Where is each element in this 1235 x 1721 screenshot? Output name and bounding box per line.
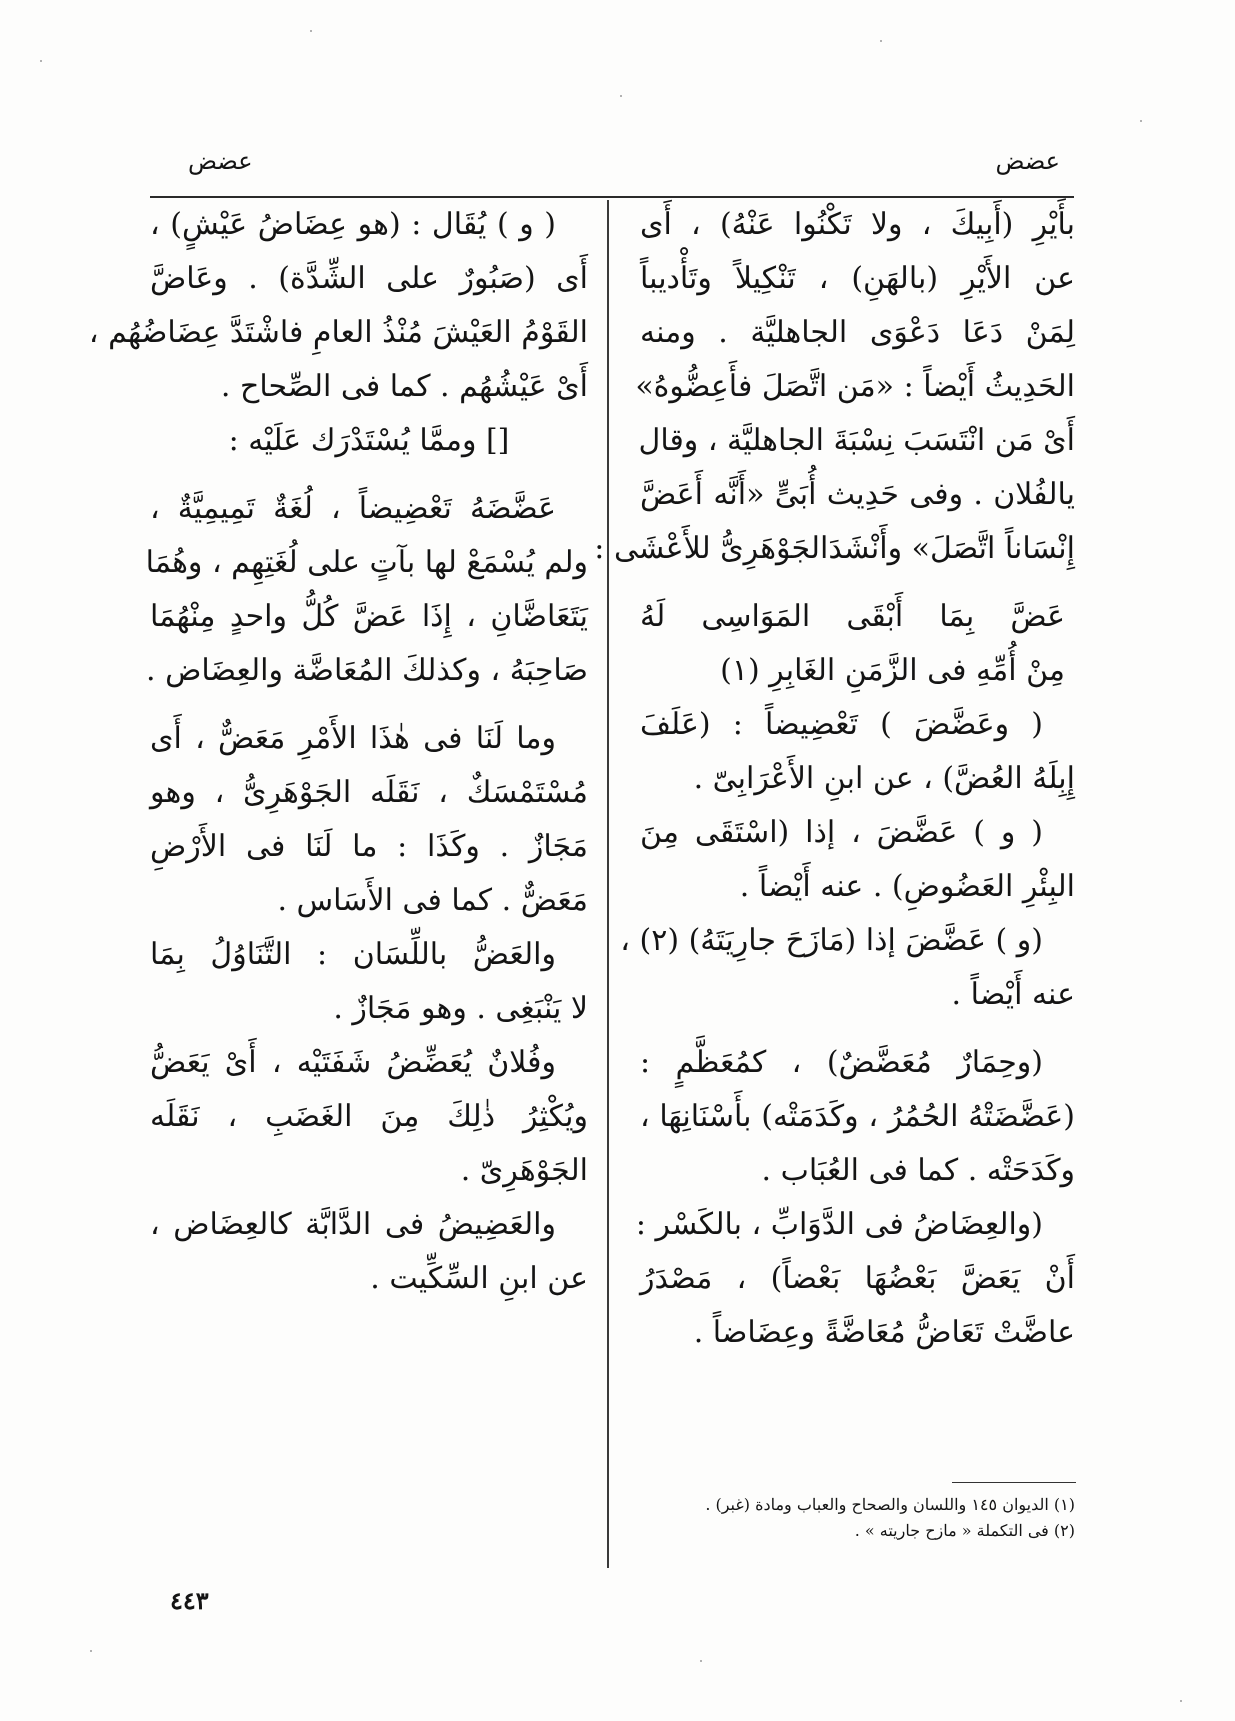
scan-speck xyxy=(40,60,42,62)
text-line: لِمَنْ دَعَا دَعْوَى الجاهليَّة . ومنه xyxy=(640,315,1075,350)
text-line: لا يَنْبَغِى . وهو مَجَازٌ . xyxy=(333,991,588,1026)
text-line: (وحِمَارٌ مُعَضَّضٌ) ، كمُعَظَّمٍ : xyxy=(640,1045,1043,1080)
scan-speck xyxy=(90,1650,92,1652)
text-line: (والعِضَاضُ فى الدَّوَابِّ ، بالكَسْر : xyxy=(635,1207,1043,1242)
poem-verse-line: مِنْ أُمِّهِ فى الزَّمَنِ الغَابِرِ (١) xyxy=(720,653,1065,688)
text-line: (و ) عَضَّضَ إذا (مَازَحَ جارِيَتَهُ) (٢) ، xyxy=(620,923,1043,958)
text-line: الحَدِيثُ أَيْضاً : «مَن اتَّصَلَ فأَعِضُّوهُ» xyxy=(635,369,1075,404)
text-line: ( وعَضَّضَ ) تَعْضِيضاً : (عَلَفَ xyxy=(640,707,1043,742)
column-divider xyxy=(607,200,609,1568)
text-line: ( و ) يُقَال : (هو عِضَاضُ عَيْشٍ) ، xyxy=(150,207,556,242)
scan-speck xyxy=(1140,120,1142,122)
footnote: (٢) فى التكملة « مازح جاريته » . xyxy=(854,1521,1075,1540)
left-column xyxy=(88,198,588,1306)
text-line: أَنْ يَعَضَّ بَعْضُهَا بَعْضاً) ، مَصْدَرُ xyxy=(640,1261,1075,1296)
text-line: البِئْرِ العَضُوضِ) . عنه أَيْضاً . xyxy=(739,869,1075,904)
text-line: أَى (صَبُورٌ على الشِّدَّة) . وعَاضَّ xyxy=(150,261,588,296)
text-line: عنه أَيْضاً . xyxy=(951,977,1075,1012)
text-line: والعَضِيضُ فى الدَّابَّة كالعِضَاض ، xyxy=(150,1207,556,1242)
text-line: يَتَعَاضَّانِ ، إِذَا عَضَّ كُلُّ واحدٍ مِنْهُمَا xyxy=(150,599,588,634)
header-entry-word-right: عضض xyxy=(995,147,1060,175)
text-line: عن الأَيْرِ (بالهَنِ) ، تَنْكِيلاً وتَأْديباً xyxy=(640,261,1075,296)
footnotes xyxy=(640,1492,1075,1544)
footnote-rule xyxy=(952,1482,1076,1483)
text-line: مَعَضٌّ . كما فى الأَسَاس . xyxy=(277,883,588,918)
text-line: ولم يُسْمَعْ لها بآتٍ على لُغَتِهِم ، وهُمَا xyxy=(145,545,588,580)
text-line: القَوْمُ العَيْشَ مُنْذُ العامِ فاشْتَدَّ عِضَاضُهُم ، xyxy=(88,315,588,350)
scan-speck xyxy=(620,95,622,97)
text-line: عَضَّضَهُ تَعْضِيضاً ، لُغَةٌ تَمِيمِيَّةٌ ، xyxy=(150,491,556,526)
text-line: مُسْتَمْسَكٌ ، نَقَلَه الجَوْهَرِىُّ ، وهو xyxy=(150,775,588,810)
section-heading: [] وممَّا يُسْتَدْرَك عَلَيْه : xyxy=(228,423,510,458)
scan-speck xyxy=(880,40,882,42)
text-line: يالفُلان . وفى حَدِيث أُبَىٍّ «أَنَّه أَعَضَّ xyxy=(640,477,1075,512)
text-line: وما لَنَا فى هٰذَا الأَمْرِ مَعَضٌّ ، أَى xyxy=(150,721,556,756)
scan-speck xyxy=(310,30,312,32)
scan-speck xyxy=(700,1660,702,1662)
text-line: مَجَازٌ . وكَذَا : ما لَنَا فى الأَرْضِ xyxy=(150,829,588,864)
text-line: والعَضُّ باللِّسَان : التَّنَاوُلُ بِمَا xyxy=(150,937,556,972)
page-number: ٤٤٣ xyxy=(170,1586,209,1615)
text-line: وكَدَحَتْه . كما فى العُبَاب . xyxy=(761,1153,1075,1188)
text-line: إِنْسَاناً اتَّصَلَ» وأَنْشَدَالجَوْهَرِىُّ للأَعْشَى : xyxy=(594,531,1075,566)
text-line: بأَيْرِ (أَبِيكَ ، ولا تَكْنُوا عَنْهُ) ، أَى xyxy=(640,207,1075,242)
text-line: ( و ) عَضَّضَ ، إذا (اسْتَقَى مِنَ xyxy=(640,815,1043,850)
text-line: (عَضَّضَتْهُ الحُمُرُ ، وكَدَمَتْه) بأَسْنَانِهَا ، xyxy=(640,1099,1075,1134)
text-line: أَىْ مَن انْتَسَبَ نِسْبَةَ الجاهليَّة ، وقال xyxy=(638,423,1075,458)
text-line: صَاحِبَهُ ، وكذلكَ المُعَاضَّة والعِضَاض . xyxy=(146,653,588,688)
header-entry-word-left: عضض xyxy=(188,147,253,175)
footnote: (١) الديوان ١٤٥ واللسان والصحاح والعباب ومادة (غبر) . xyxy=(705,1495,1075,1514)
text-line: ويُكْثِرُ ذٰلِكَ مِنَ الغَضَبِ ، نَقَلَه xyxy=(150,1099,588,1134)
text-line: الجَوْهَرِىّ . xyxy=(460,1153,588,1188)
text-line: إِبِلَهُ العُضَّ) ، عن ابنِ الأَعْرَابِىّ . xyxy=(693,761,1075,796)
scan-speck xyxy=(1180,1700,1182,1702)
text-line: عن ابنِ السِّكِّيت . xyxy=(370,1261,588,1296)
text-line: عاضَّتْ تَعَاضُّ مُعَاضَّةً وعِضَاضاً . xyxy=(693,1315,1075,1350)
text-line: وفُلانٌ يُعَضِّضُ شَفَتَيْه ، أَىْ يَعَضُّ xyxy=(150,1045,556,1080)
text-line: أَىْ عَيْشُهُم . كما فى الصِّحاح . xyxy=(220,369,588,404)
poem-verse-line: عَضَّ بِمَا أَبْقَى المَوَاسِى لَهُ xyxy=(640,599,1065,634)
right-column xyxy=(594,198,1075,1360)
